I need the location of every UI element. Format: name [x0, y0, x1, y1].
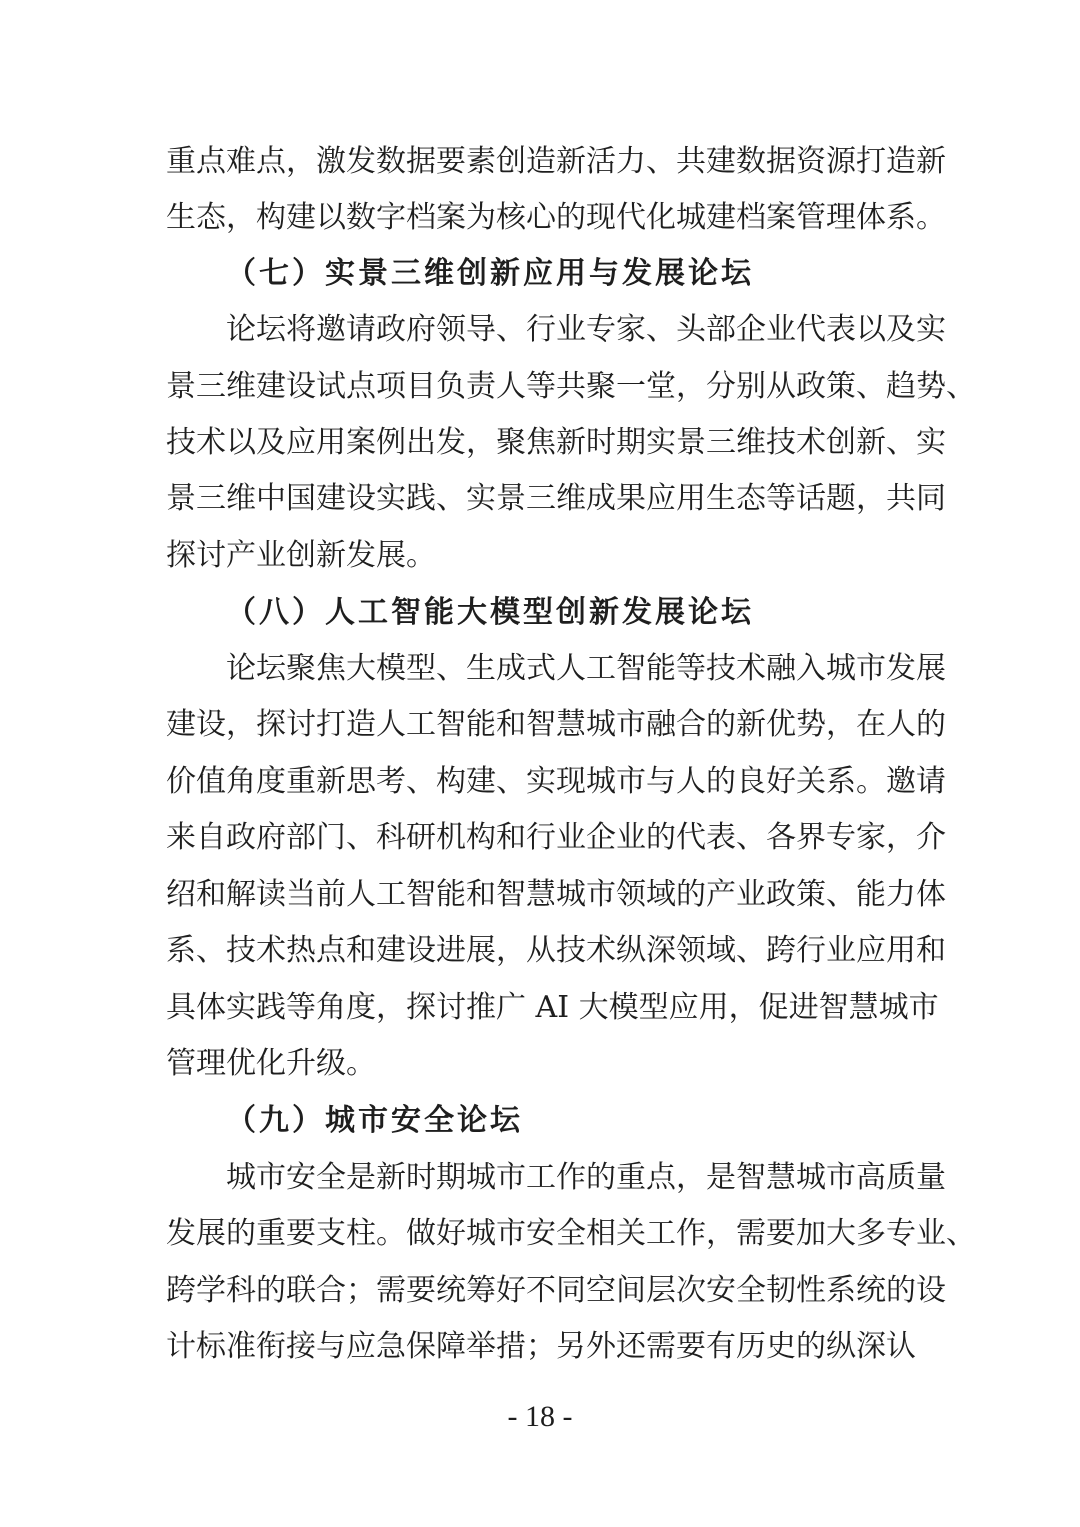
section-heading-seven: （七）实景三维创新应用与发展论坛	[226, 256, 754, 291]
text-line: 具体实践等角度，探讨推广 AI 大模型应用，促进智慧城市	[166, 990, 939, 1025]
text-line: 生态，构建以数字档案为核心的现代化城建档案管理体系。	[166, 200, 946, 235]
text-line: 发展的重要支柱。做好城市安全相关工作，需要加大多专业、	[166, 1216, 976, 1251]
text-line: 论坛将邀请政府领导、行业专家、头部企业代表以及实	[226, 312, 946, 347]
text-line: 计标准衔接与应急保障举措；另外还需要有历史的纵深认	[166, 1329, 916, 1364]
section-heading-nine: （九）城市安全论坛	[226, 1103, 523, 1138]
text-line: 系、技术热点和建设进展，从技术纵深领域、跨行业应用和	[166, 933, 946, 968]
text-line: 跨学科的联合；需要统筹好不同空间层次安全韧性系统的设	[166, 1273, 946, 1308]
text-line: 重点难点，激发数据要素创造新活力、共建数据资源打造新	[166, 144, 946, 179]
text-line: 景三维中国建设实践、实景三维成果应用生态等话题，共同	[166, 481, 946, 516]
text-line: 管理优化升级。	[166, 1046, 376, 1081]
text-line: 景三维建设试点项目负责人等共聚一堂，分别从政策、趋势、	[166, 369, 976, 404]
text-line: 价值角度重新思考、构建、实现城市与人的良好关系。邀请	[166, 764, 946, 799]
text-line: 绍和解读当前人工智能和智慧城市领域的产业政策、能力体	[166, 877, 946, 912]
text-line: 来自政府部门、科研机构和行业企业的代表、各界专家，介	[166, 820, 946, 855]
section-heading-eight: （八）人工智能大模型创新发展论坛	[226, 595, 754, 630]
page-number: - 18 -	[507, 1400, 573, 1433]
text-line: 探讨产业创新发展。	[166, 538, 436, 573]
text-line: 建设，探讨打造人工智能和智慧城市融合的新优势，在人的	[166, 707, 946, 742]
text-line: 论坛聚焦大模型、生成式人工智能等技术融入城市发展	[226, 651, 946, 686]
text-line: 城市安全是新时期城市工作的重点，是智慧城市高质量	[226, 1160, 946, 1195]
text-line: 技术以及应用案例出发，聚焦新时期实景三维技术创新、实	[166, 425, 946, 460]
